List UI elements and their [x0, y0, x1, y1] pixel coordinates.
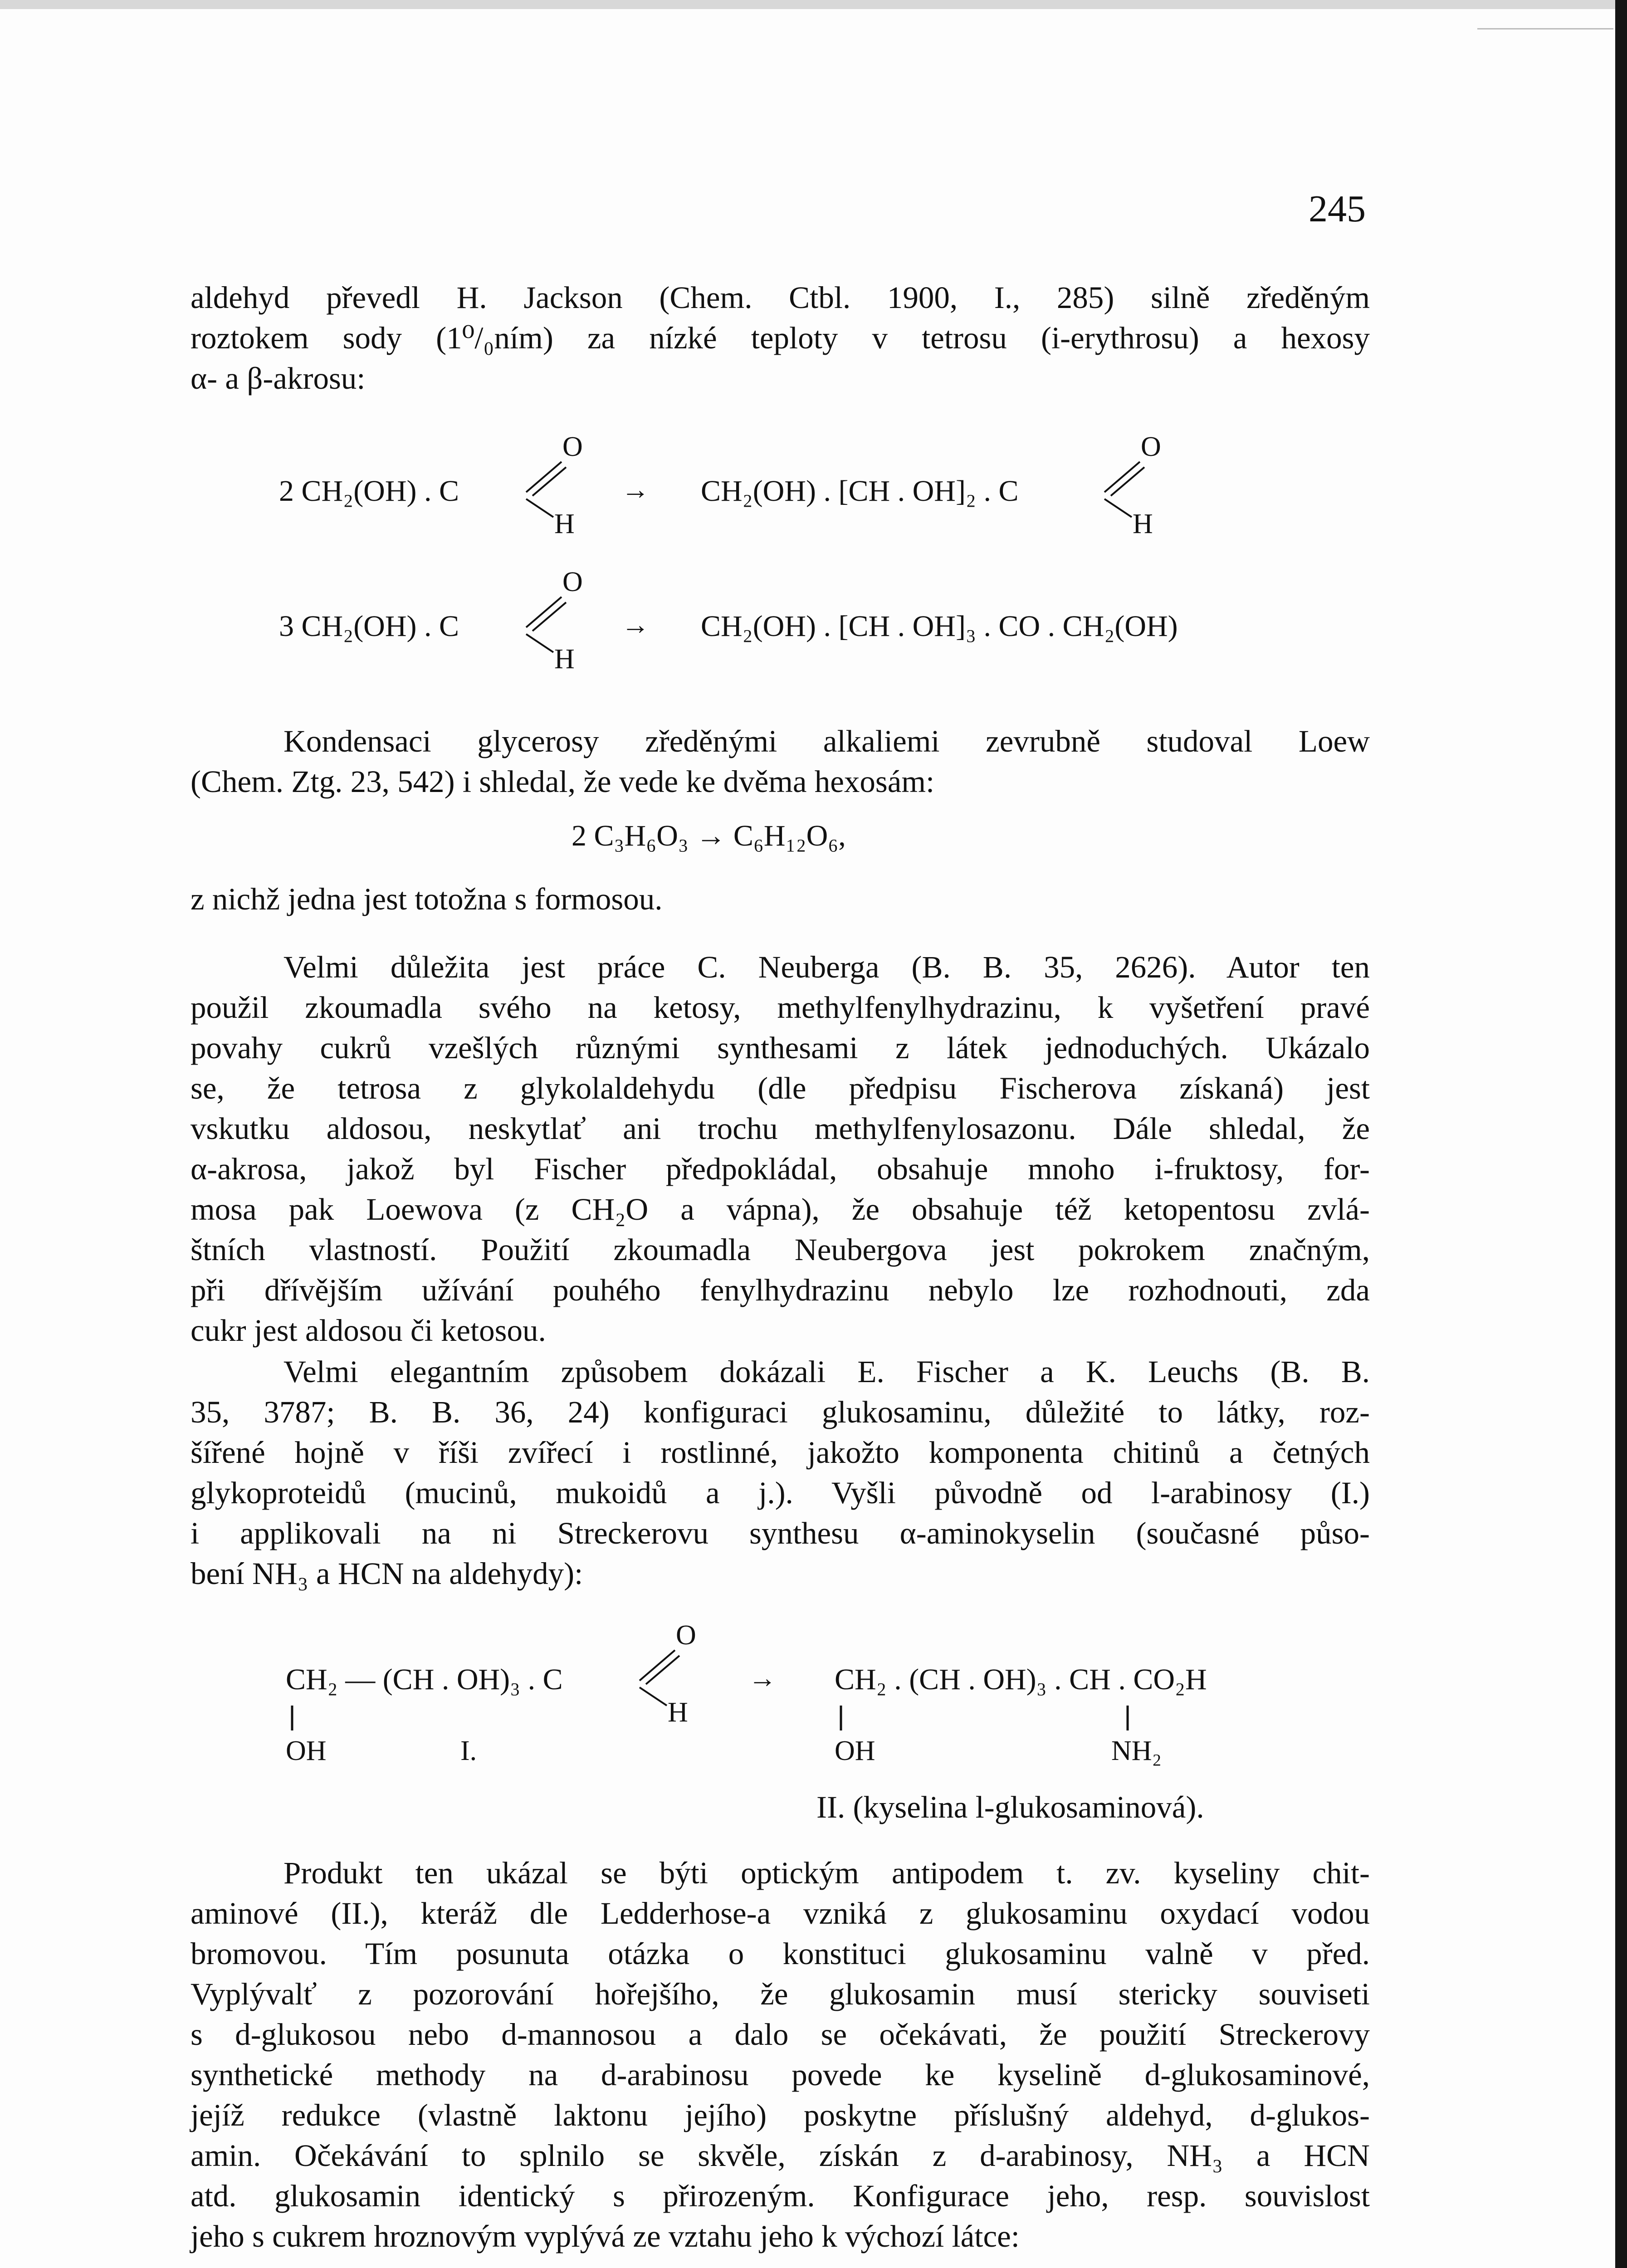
text-line: Produkt ten ukázal se býti optickým antipodem t. zv. kyseliny chit- [283, 1856, 1370, 1890]
text-line: se, že tetrosa z glykolaldehydu (dle předpisu Fischerova získaná) jest [191, 1071, 1370, 1105]
text-line: Velmi elegantním způsobem dokázali E. Fischer a K. Leuchs (B. B. [283, 1354, 1370, 1389]
text-line: jeho s cukrem hroznovým vyplývá ze vztahu jeho k výchozí látce: [191, 2219, 1020, 2253]
eq4-vertical-bond [290, 1706, 295, 1733]
text-line: štních vlastností. Použití zkoumadla Neubergova jest pokrokem značným, [191, 1232, 1370, 1267]
text-line: bení NH₃ a HCN na aldehydy): [191, 1556, 583, 1591]
text-line: vskutku aldosou, neskytlať ani trochu methylfenylosazonu. Dále shledal, že [191, 1111, 1370, 1146]
text-line: Velmi důležita jest práce C. Neuberga (B. B. 35, 2626). Autor ten [283, 950, 1370, 984]
text-line: atd. glukosamin identický s přirozeným. Konfigurace jeho, resp. souvislost [191, 2179, 1370, 2213]
eq4-bond-lines [635, 1637, 685, 1710]
eq4-amino: NH₂ [1111, 1735, 1162, 1766]
eq1-bond-lines-2 [1100, 449, 1150, 522]
eq4-caption: II. (kyselina l-glukosaminová). [816, 1790, 1204, 1824]
text-line: s d-glukosou nebo d-mannosou a dalo se očekávati, že použití Streckerovy [191, 2017, 1370, 2052]
eq4-vertical-bond-2 [839, 1706, 844, 1733]
eq4-left: CH₂ — (CH . OH)₃ . C [286, 1663, 563, 1696]
eq4-hydrogen: H [668, 1697, 688, 1728]
eq1-right: CH₂(OH) . [CH . OH]₂ . C [701, 474, 1019, 508]
eq1-oxygen-2: O [1141, 431, 1161, 462]
eq1-bond-lines [522, 449, 572, 522]
eq4-right: CH₂ . (CH . OH)₃ . CH . CO₂H [835, 1663, 1207, 1696]
eq2-left: 3 CH₂(OH) . C [279, 610, 459, 643]
eq4-oxygen: O [676, 1620, 696, 1651]
text-line: mosa pak Loewova (z CH₂O a vápna), že obsahuje též ketopentosu zvlá- [191, 1192, 1370, 1227]
text-line: jejíž redukce (vlastně laktonu jejího) poskytne příslušný aldehyd, d-glukos- [191, 2098, 1370, 2132]
page-number: 245 [1309, 188, 1366, 230]
eq4-arrow: → [748, 1663, 777, 1694]
paragraph-intro [191, 278, 1370, 399]
text-line: povahy cukrů vzešlých různými synthesami z látek jednoduchých. Ukázalo [191, 1031, 1370, 1065]
eq4-hydroxyl: OH [286, 1735, 327, 1766]
text-line: i applikovali na ni Streckerovu synthesu α-aminokyselin (současné půso- [191, 1516, 1370, 1550]
eq2-oxygen: O [562, 567, 583, 597]
eq1-oxygen: O [562, 431, 583, 462]
text-line: Kondensaci glycerosy zředěnými alkaliemi zevrubně studoval Loew [283, 724, 1370, 758]
paragraph-formosa [191, 879, 1370, 919]
eq4-hydroxyl-2: OH [835, 1735, 875, 1766]
eq3-formula: 2 C₃H₆O₃ → C₆H₁₂O₆, [572, 819, 846, 852]
text-line: amin. Očekávání to splnilo se skvěle, získán z d-arabinosy, NH₃ a HCN [191, 2138, 1370, 2173]
text-line: použil zkoumadla svého na ketosy, methylfenylhydrazinu, k vyšetření pravé [191, 990, 1370, 1025]
text-line: šířené hojně v říši zvířecí i rostlinné, jakožto komponenta chitinů a četných [191, 1435, 1370, 1470]
eq2-right: CH₂(OH) . [CH . OH]₃ . CO . CH₂(OH) [701, 610, 1178, 643]
eq1-hydrogen-2: H [1133, 508, 1153, 539]
text-line: aldehyd převedl H. Jackson (Chem. Ctbl. 1900, I., 285) silně zředěným [191, 280, 1370, 315]
eq4-label-i: I. [460, 1735, 477, 1766]
text-line: α-akrosa, jakož byl Fischer předpokládal, obsahuje mnoho i-fruktosy, for- [191, 1152, 1370, 1186]
paragraph-loew [191, 721, 1370, 802]
text-line: synthetické methody na d-arabinosu povede ke kyselině d-glukosaminové, [191, 2058, 1370, 2092]
text-line: cukr jest aldosou či ketosou. [191, 1313, 546, 1348]
scan-corner-mark [1477, 28, 1613, 29]
text-line: bromovou. Tím posunuta otázka o konstituci glukosaminu valně v před. [191, 1936, 1370, 1971]
scan-top-edge [0, 0, 1627, 9]
eq4-vertical-bond-3 [1126, 1706, 1130, 1733]
text-line: 35, 3787; B. B. 36, 24) konfiguraci glukosaminu, důležité to látky, roz- [191, 1395, 1370, 1429]
eq1-arrow: → [621, 474, 650, 505]
eq1-hydrogen: H [554, 508, 575, 539]
text-line: roztokem sody (1⁰/₀ním) za nízké teploty v tetrosu (i-erythrosu) a hexosy [191, 321, 1370, 355]
text-line: při dřívějším užívání pouhého fenylhydrazinu nebylo lze rozhodnouti, zda [191, 1273, 1370, 1307]
paragraph-neuberg [191, 947, 1370, 1351]
text-line: z nichž jedna jest totožna s formosou. [191, 882, 663, 916]
eq1-left: 2 CH₂(OH) . C [279, 474, 459, 508]
paragraph-fischer [191, 1352, 1370, 1594]
eq2-arrow: → [621, 610, 650, 640]
text-line: Vyplývalť z pozorování hořejšího, že glukosamin musí stericky souviseti [191, 1977, 1370, 2011]
paragraph-glucosamine [191, 1853, 1370, 2257]
text-line: (Chem. Ztg. 23, 542) i shledal, že vede ke dvěma hexosám: [191, 764, 935, 799]
text-line: glykoproteidů (mucinů, mukoidů a j.). Vyšli původně od l-arabinosy (I.) [191, 1476, 1370, 1510]
eq2-bond-lines [522, 584, 572, 657]
scan-right-edge [1615, 0, 1627, 2268]
text-line: aminové (II.), kteráž dle Ledderhose-a vzniká z glukosaminu oxydací vodou [191, 1896, 1370, 1931]
text-line: α- a β-akrosu: [191, 361, 366, 396]
eq2-hydrogen: H [554, 644, 575, 675]
